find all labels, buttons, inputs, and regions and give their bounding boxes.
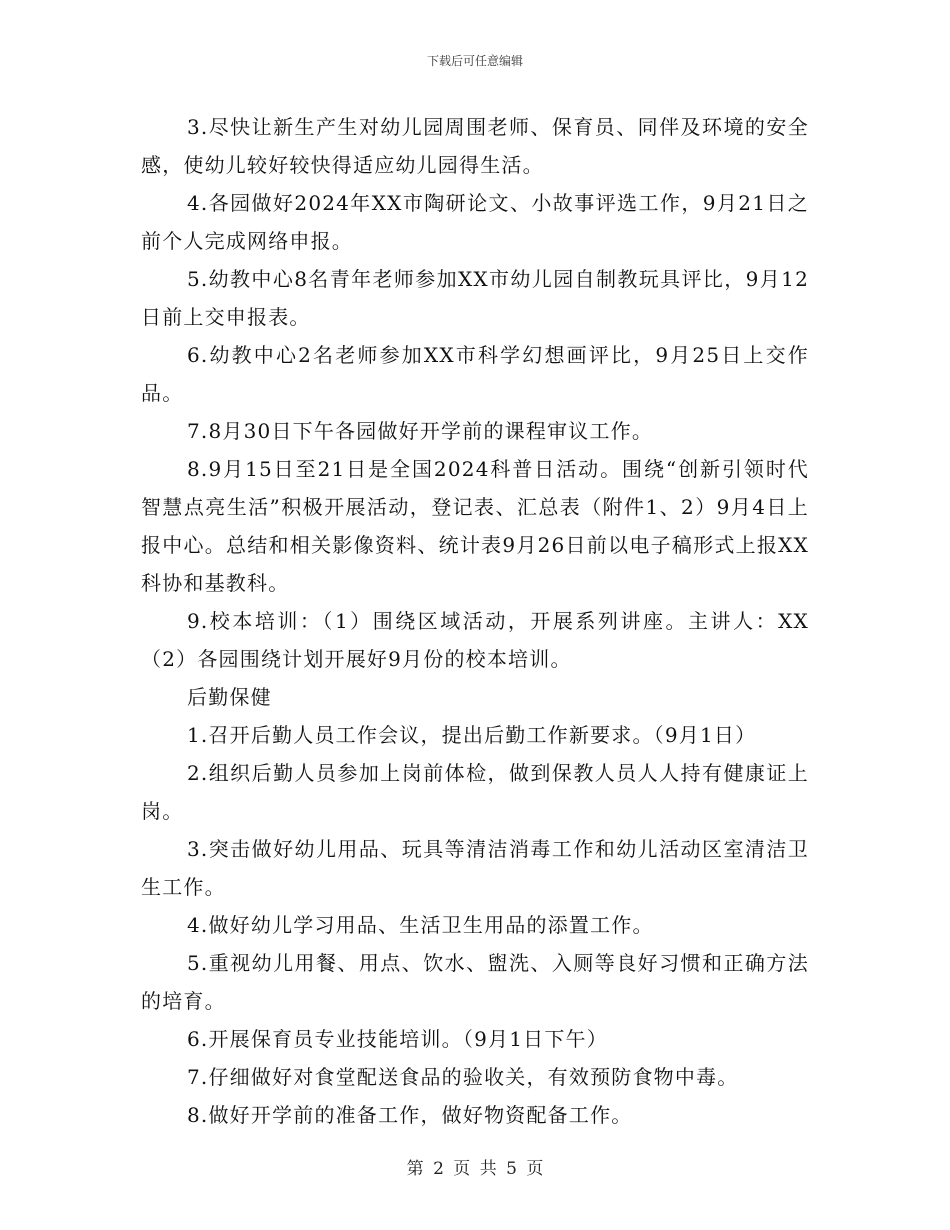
- page-number-footer: 第 2 页 共 5 页: [406, 1159, 544, 1179]
- page-header: 下载后可任意编辑: [426, 54, 523, 68]
- paragraph: 4.做好幼儿学习用品、生活卫生用品的添置工作。: [187, 913, 654, 937]
- paragraph: 7.仔细做好对食堂配送食品的验收关，有效预防食物中毒。: [187, 1065, 739, 1089]
- paragraph: 2.组织后勤人员参加上岗前体检，做到保教人员人人持有健康证上岗。: [141, 761, 809, 823]
- paragraph: 6.开展保育员专业技能培训。（9月1日下午）: [187, 1027, 608, 1051]
- paragraph: 9.校本培训：（1）围绕区域活动，开展系列讲座。主讲人：XX（2）各园围绕计划开展好9月份的校本培训。: [141, 609, 809, 671]
- paragraph: 5.幼教中心8名青年老师参加XX市幼儿园自制教玩具评比，9月12日前上交申报表。: [141, 267, 809, 329]
- paragraph: 3.突击做好幼儿用品、玩具等清洁消毒工作和幼儿活动区室清洁卫生工作。: [141, 837, 809, 899]
- paragraph: 6.幼教中心2名老师参加XX市科学幻想画评比，9月25日上交作品。: [141, 343, 809, 405]
- paragraph: 4.各园做好2024年XX市陶研论文、小故事评选工作，9月21日之前个人完成网络申报。: [141, 191, 809, 253]
- paragraph: 8.做好开学前的准备工作，做好物资配备工作。: [187, 1103, 633, 1127]
- paragraph: 5.重视幼儿用餐、用点、饮水、盥洗、入厕等良好习惯和正确方法的培育。: [141, 951, 809, 1013]
- paragraph: 7.8月30日下午各园做好开学前的课程审议工作。: [187, 419, 654, 443]
- section-heading: 后勤保健: [187, 685, 272, 709]
- paragraph: 1.召开后勤人员工作会议，提出后勤工作新要求。（9月1日）: [187, 723, 757, 747]
- document-body: [141, 108, 809, 1134]
- paragraph: 8.9月15日至21日是全国2024科普日活动。围绕“创新引领时代 智慧点亮生活”积极开展活动，登记表、汇总表（附件1、2）9月4日上报中心。总结和相关影像资料、统计表9月26日前以电子稿形式上报XX科协和基教科。: [141, 457, 809, 595]
- paragraph: 3.尽快让新生产生对幼儿园周围老师、保育员、同伴及环境的安全感，使幼儿较好较快得适应幼儿园得生活。: [141, 115, 809, 177]
